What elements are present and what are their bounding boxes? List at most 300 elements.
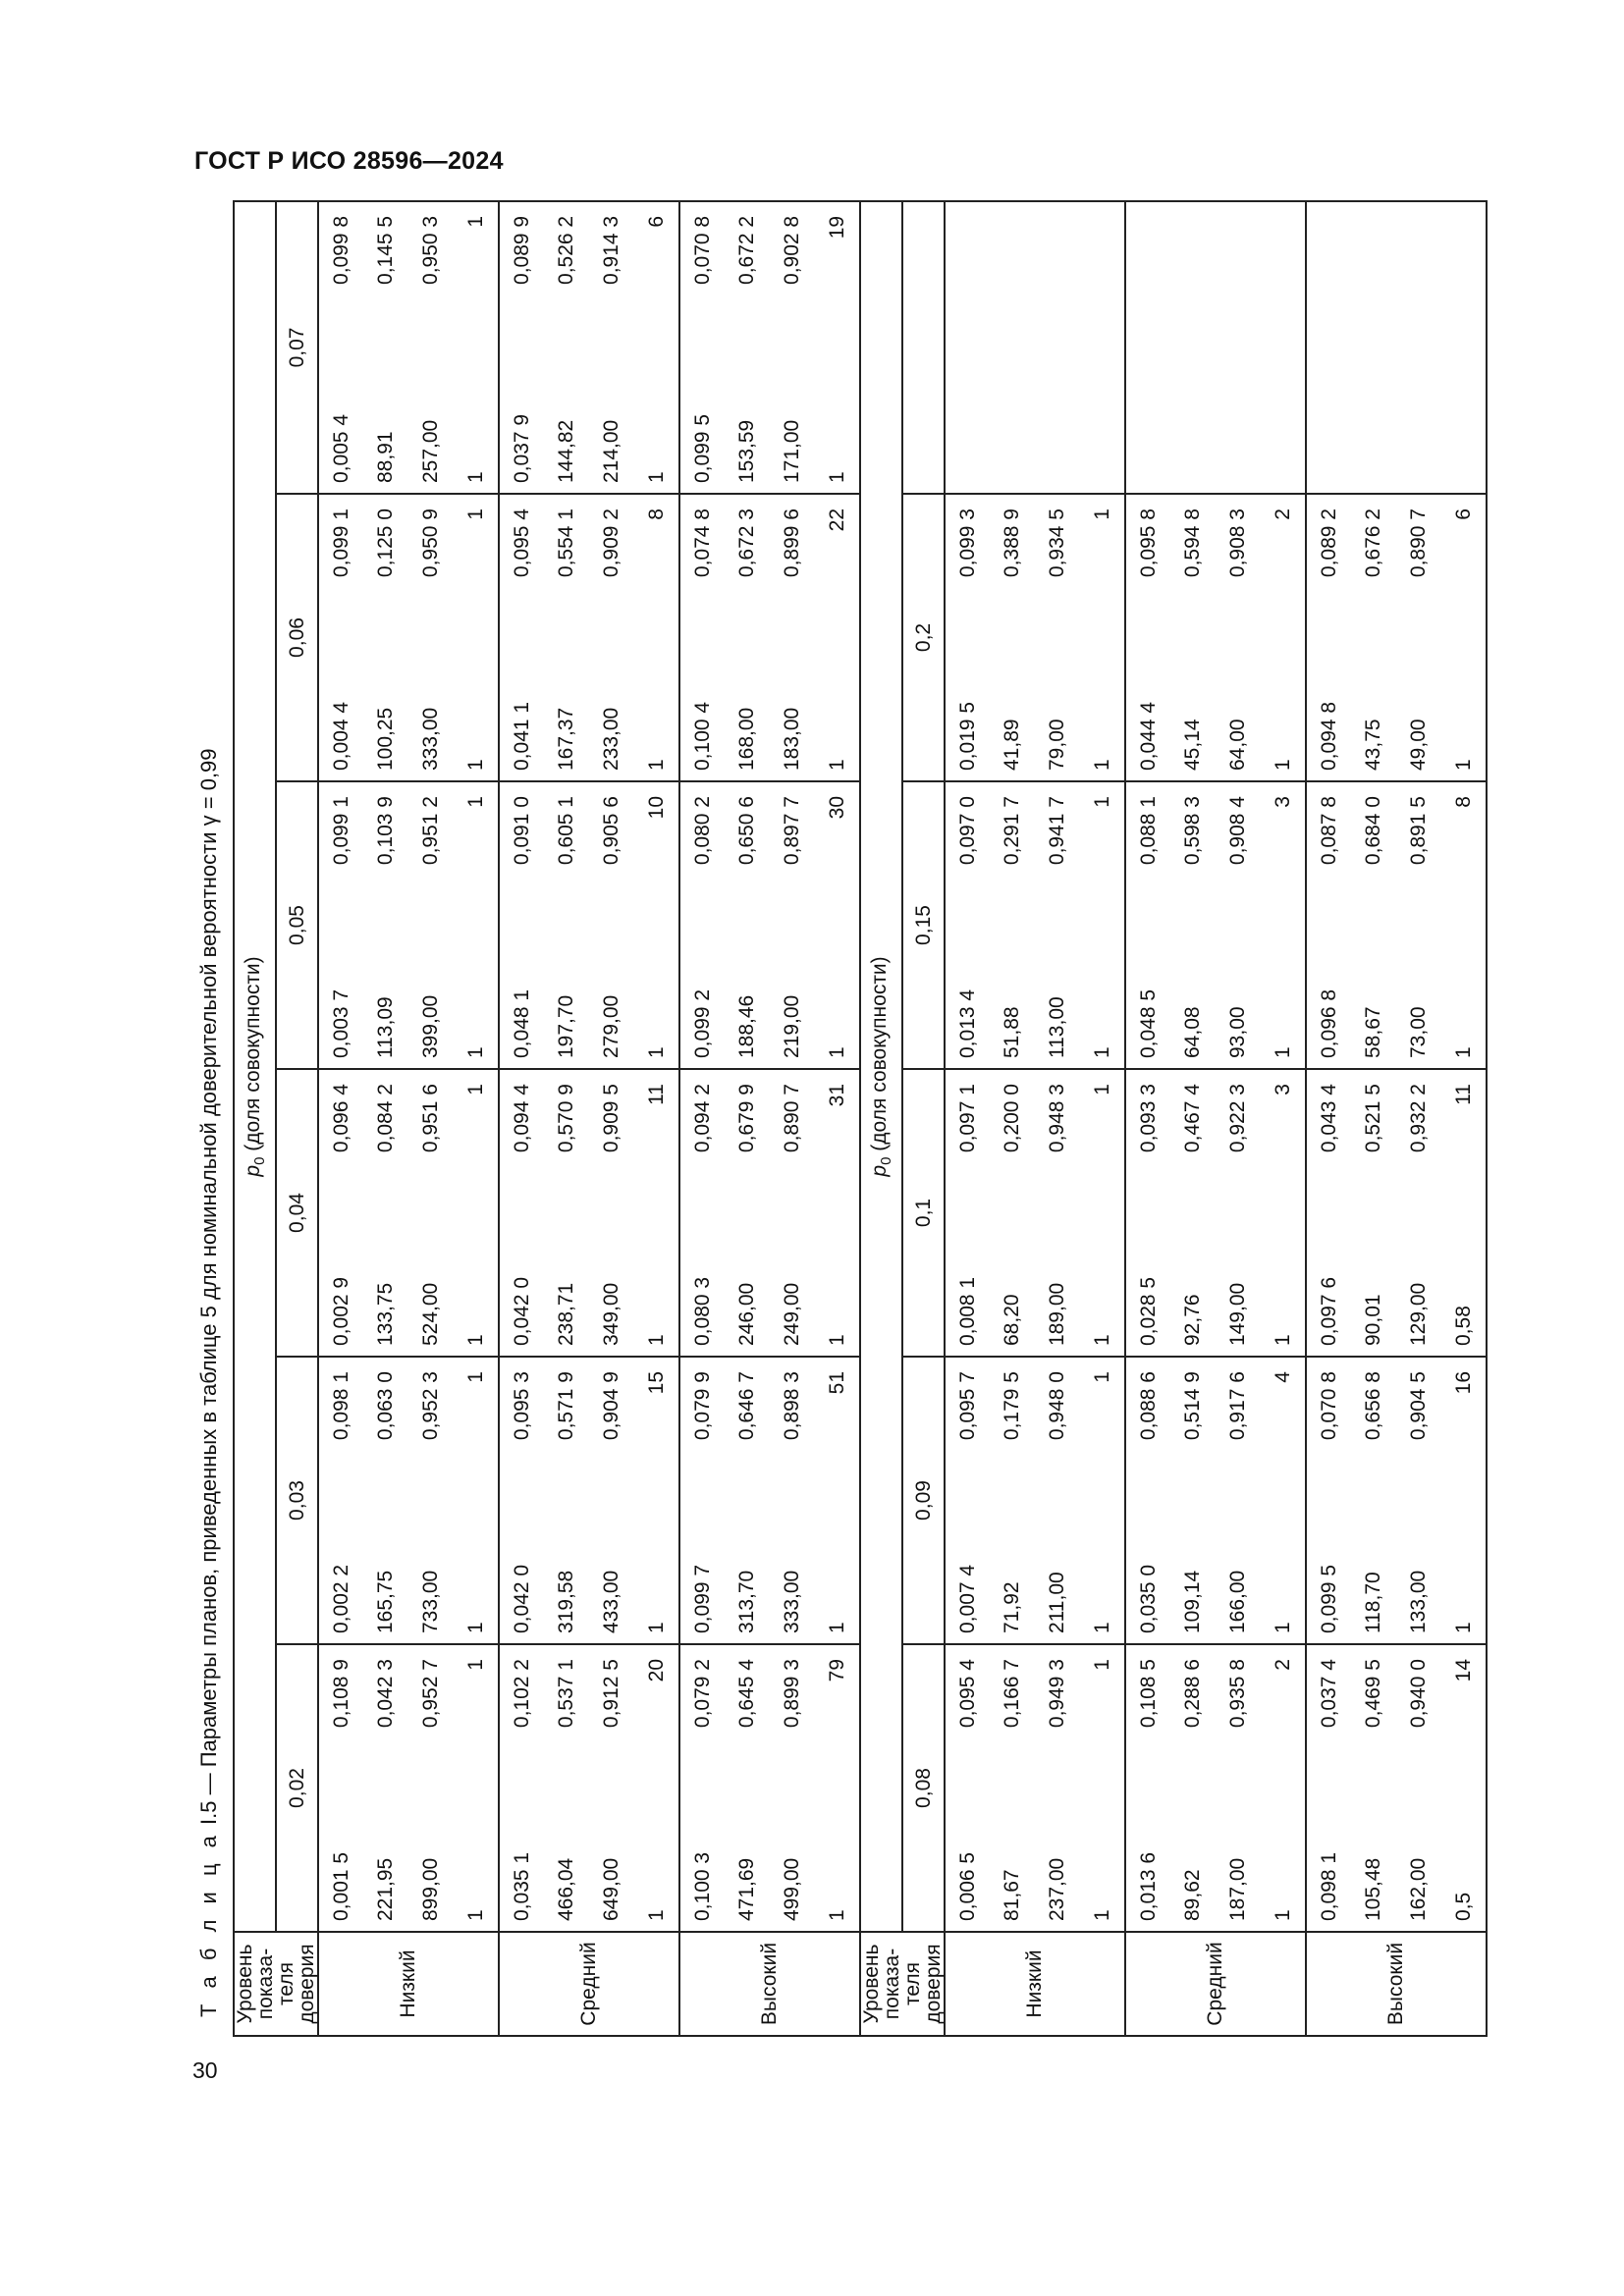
table-cell: 22 [815, 494, 860, 634]
table-cell [1351, 347, 1396, 494]
table-cell: 92,76 [1170, 1209, 1216, 1357]
table-cell: 45,14 [1170, 634, 1216, 781]
table-cell: 64,08 [1170, 922, 1216, 1069]
p0-group-header [860, 201, 902, 1932]
table-cell: 0,070 8 [1306, 1357, 1351, 1497]
table-cell: 81,67 [1001, 1869, 1023, 1921]
table-cell: 0,100 4 [679, 634, 725, 781]
table-cell: 0,098 1 [1306, 1785, 1351, 1932]
p0-symbol: p [867, 1164, 891, 1177]
table-cell: 1 [815, 1497, 860, 1644]
table-cell: 0,100 3 [679, 1785, 725, 1932]
table-cell: 349,00 [589, 1209, 634, 1357]
table-cell: 1 [1080, 1209, 1125, 1357]
table-cell: 0,097 1 [945, 1069, 990, 1209]
table-cell: 0,514 9 [1181, 1371, 1204, 1441]
table-cell: 1 [1080, 494, 1125, 634]
table-cell: 49,00 [1396, 634, 1441, 781]
table-cell: 0,095 7 [945, 1357, 990, 1497]
table-cell: 0,388 9 [1001, 508, 1023, 578]
table-cell: 313,70 [725, 1497, 770, 1644]
table-cell: 0,948 3 [1046, 1084, 1068, 1153]
table-cell: 0,521 5 [1362, 1084, 1384, 1153]
table-cell: 1 [454, 781, 499, 922]
table-cell: 15 [634, 1357, 679, 1497]
table-cell [1080, 201, 1125, 347]
table-cell: 0,097 0 [945, 781, 990, 922]
table-cell: 0,145 5 [363, 201, 408, 347]
confidence-level-label: Высокий [1306, 1932, 1487, 2036]
table-row [634, 201, 679, 2036]
table-cell [1125, 347, 1170, 494]
table-cell [1261, 201, 1306, 347]
table-cell: 0,002 9 [318, 1209, 363, 1357]
table-row [408, 201, 454, 2036]
table-cell: 0,035 1 [499, 1785, 544, 1932]
table-cell: 113,09 [363, 922, 408, 1069]
table-cell: 0,646 7 [735, 1371, 758, 1441]
document-header: ГОСТ Р ИСО 28596—2024 [194, 147, 504, 175]
table-cell: 0,074 8 [679, 494, 725, 634]
table-cell: 0,58 [1441, 1209, 1487, 1357]
table-cell: 1 [454, 347, 499, 494]
header-row-quantity [234, 201, 276, 2036]
table-cell: 1 [634, 1209, 679, 1357]
table-cell: 0,908 4 [1226, 796, 1249, 866]
table-cell: 0,935 8 [1226, 1659, 1249, 1729]
table-cell: 0,108 9 [318, 1644, 363, 1785]
table-cell: 1 [454, 1209, 499, 1357]
confidence-level-label: Средний [1125, 1932, 1306, 2036]
table-row [815, 201, 860, 2036]
p0-subscript: 0 [251, 1156, 269, 1165]
table-cell: 1 [815, 1785, 860, 1932]
table-cell: 171,00 [770, 347, 815, 494]
table-cell: 0,897 7 [781, 796, 803, 866]
table-row [1396, 201, 1441, 2036]
table-cell: 0,096 8 [1306, 922, 1351, 1069]
table-cell: 58,67 [1351, 922, 1396, 1069]
table-cell: 1 [454, 201, 499, 347]
table-row [725, 201, 770, 2036]
table-cell: 0,656 8 [1362, 1371, 1384, 1441]
table-cell: 0,672 2 [725, 201, 770, 347]
table-cell: 733,00 [408, 1497, 454, 1644]
table-cell: 0,088 1 [1125, 781, 1170, 922]
table-cell: 0,099 1 [318, 494, 363, 634]
table-cell: 0,904 5 [1407, 1371, 1430, 1441]
table-cell: 31 [815, 1069, 860, 1209]
table-cell: 0,095 4 [945, 1644, 990, 1785]
table-cell: 0,008 1 [945, 1209, 990, 1357]
table-cell: 0,571 9 [555, 1371, 577, 1441]
table-cell: 466,04 [555, 1857, 577, 1921]
table-cell: 51,88 [990, 922, 1035, 1069]
table-cell: 0,914 3 [589, 201, 634, 347]
table-cell: 0,099 5 [1306, 1497, 1351, 1644]
table-cell: 8 [1441, 781, 1487, 922]
table-cell: 0,932 2 [1407, 1084, 1430, 1153]
table-cell: 0,099 3 [945, 494, 990, 634]
header-row-quantity [860, 201, 902, 2036]
table-row [363, 201, 408, 2036]
table-cell [1170, 201, 1216, 347]
table-cell: 183,00 [770, 634, 815, 781]
table-cell: 188,46 [725, 922, 770, 1069]
table-cell: 1 [454, 494, 499, 634]
table-cell: 0,098 1 [318, 1357, 363, 1497]
table-cell: 0,089 9 [499, 201, 544, 347]
table-cell: 319,58 [544, 1497, 589, 1644]
table-cell: 0,028 5 [1125, 1209, 1170, 1357]
table-body [234, 201, 1487, 2036]
table-cell: 0,902 8 [770, 201, 815, 347]
p0-value: 0,03 [276, 1357, 318, 1644]
p0-subscript: 0 [878, 1156, 895, 1165]
p0-value: 0,07 [276, 201, 318, 494]
table-cell: 0,650 6 [735, 796, 758, 866]
table-cell [990, 347, 1035, 494]
table-cell: 3 [1261, 1069, 1306, 1209]
table-cell [1396, 347, 1441, 494]
table-cell [1216, 347, 1261, 494]
table-cell: 0,166 7 [1001, 1659, 1023, 1729]
table-cell: 0,089 2 [1306, 494, 1351, 634]
table-cell: 1 [454, 1785, 499, 1932]
p0-value: 0,09 [902, 1357, 945, 1644]
table-cell: 1 [1080, 634, 1125, 781]
table-cell: 0,004 4 [318, 634, 363, 781]
table-row [544, 201, 589, 2036]
table-cell: 0,5 [1441, 1785, 1487, 1932]
table-cell: 162,00 [1407, 1857, 1430, 1921]
table-cell [1216, 201, 1261, 347]
table-cell: 0,097 6 [1306, 1209, 1351, 1357]
table-cell: 14 [1441, 1644, 1487, 1785]
table-cell: 2 [1261, 1644, 1306, 1785]
table-cell [1261, 347, 1306, 494]
table-cell: 333,00 [408, 634, 454, 781]
table-cell: 0,094 2 [679, 1069, 725, 1209]
table-cell: 0,898 3 [781, 1371, 803, 1441]
table-cell [1035, 201, 1080, 347]
table-row [945, 201, 990, 2036]
table-cell [1125, 201, 1170, 347]
table-cell: 0,948 0 [1046, 1371, 1068, 1441]
table-cell: 1 [1441, 634, 1487, 781]
table-cell: 249,00 [770, 1209, 815, 1357]
table-cell: 0,096 4 [318, 1069, 363, 1209]
table-row [679, 201, 725, 2036]
row-label-header: Уровень показа-теля доверия [860, 1932, 945, 2036]
table-cell: 0,099 7 [679, 1497, 725, 1644]
table-cell: 0,179 5 [1001, 1371, 1023, 1441]
table-cell: 0,048 1 [499, 922, 544, 1069]
table-cell: 0,091 0 [499, 781, 544, 922]
table-cell: 0,676 2 [1362, 508, 1384, 578]
table-row [1035, 201, 1080, 2036]
table-cell [1080, 347, 1125, 494]
table-cell: 6 [1441, 494, 1487, 634]
table-cell: 237,00 [1046, 1857, 1068, 1921]
table-cell: 0,570 9 [555, 1084, 577, 1153]
table-cell: 0,063 0 [374, 1371, 397, 1441]
table-cell: 0,044 4 [1125, 634, 1170, 781]
table-cell: 166,00 [1216, 1497, 1261, 1644]
table-cell: 0,048 5 [1125, 922, 1170, 1069]
table-row [1170, 201, 1216, 2036]
p0-value: 0,06 [276, 494, 318, 781]
table-row [1125, 201, 1170, 2036]
table-cell: 0,952 7 [419, 1659, 442, 1729]
table-cell: 0,037 9 [499, 347, 544, 494]
table-cell: 1 [1441, 1497, 1487, 1644]
table-cell [990, 201, 1035, 347]
table-cell: 0,537 1 [555, 1659, 577, 1729]
table-cell: 89,62 [1181, 1869, 1204, 1921]
table-cell: 0,912 5 [600, 1659, 623, 1729]
table-cell: 133,75 [363, 1209, 408, 1357]
p0-symbol: p [241, 1164, 264, 1177]
table-cell [1306, 347, 1351, 494]
table-cell: 0,467 4 [1181, 1084, 1204, 1153]
table-cell: 499,00 [781, 1857, 803, 1921]
table-cell: 0,905 6 [600, 796, 623, 866]
table-cell: 0,095 3 [499, 1357, 544, 1497]
table-cell [1306, 201, 1351, 347]
table-cell: 105,48 [1362, 1857, 1384, 1921]
table-cell: 1 [1261, 1209, 1306, 1357]
table-cell: 16 [1441, 1357, 1487, 1497]
table-cell: 168,00 [725, 634, 770, 781]
table-cell: 0,042 0 [499, 1209, 544, 1357]
table-cell: 0,949 3 [1046, 1659, 1068, 1729]
table-cell: 333,00 [770, 1497, 815, 1644]
table-cell: 0,922 3 [1226, 1084, 1249, 1153]
table-cell: 0,007 4 [945, 1497, 990, 1644]
table-cell: 0,594 8 [1181, 508, 1204, 578]
table-cell: 1 [1080, 781, 1125, 922]
parameters-table [233, 200, 1488, 2037]
table-cell: 0,890 7 [781, 1084, 803, 1153]
table-cell: 0,084 2 [374, 1084, 397, 1153]
table-cell: 0,469 5 [1362, 1659, 1384, 1729]
table-cell: 524,00 [408, 1209, 454, 1357]
table-cell: 214,00 [589, 347, 634, 494]
table-cell: 0,917 6 [1226, 1371, 1249, 1441]
table-cell: 0,645 4 [735, 1659, 758, 1729]
table-cell: 0,598 3 [1181, 796, 1204, 866]
table-cell: 1 [1261, 634, 1306, 781]
table-cell: 0,037 4 [1306, 1644, 1351, 1785]
table-cell: 88,91 [363, 347, 408, 494]
table-cell: 0,909 5 [600, 1084, 623, 1153]
table-cell [1441, 347, 1487, 494]
table-cell: 0,042 0 [499, 1497, 544, 1644]
p0-value: 0,08 [902, 1644, 945, 1932]
table-row [1441, 201, 1487, 2036]
table-cell: 0,909 2 [600, 508, 623, 578]
row-label-header: Уровень показа-теля доверия [234, 1932, 318, 2036]
table-cell: 238,71 [544, 1209, 589, 1357]
table-cell: 0,041 1 [499, 634, 544, 781]
table-cell [1170, 347, 1216, 494]
table-cell: 0,684 0 [1362, 796, 1384, 866]
table-cell: 1 [634, 922, 679, 1069]
table-cell: 899,00 [419, 1857, 442, 1921]
table-cell: 73,00 [1396, 922, 1441, 1069]
table-row [1080, 201, 1125, 2036]
table-cell: 197,70 [544, 922, 589, 1069]
table-cell: 79 [815, 1644, 860, 1785]
table-cell: 51 [815, 1357, 860, 1497]
table-cell: 0,526 2 [544, 201, 589, 347]
table-cell: 0,200 0 [1001, 1084, 1023, 1153]
confidence-level-label: Низкий [945, 1932, 1125, 2036]
table-row [1351, 201, 1396, 2036]
table-cell: 1 [1080, 1357, 1125, 1497]
table-cell: 399,00 [408, 922, 454, 1069]
table-cell: 79,00 [1035, 634, 1080, 781]
table-cell: 1 [1441, 922, 1487, 1069]
table-cell: 129,00 [1396, 1209, 1441, 1357]
table-cell: 8 [634, 494, 679, 634]
table-cell [1396, 201, 1441, 347]
table-cell [1351, 201, 1396, 347]
table-cell: 0,103 9 [374, 796, 397, 866]
table-cell: 0,042 3 [374, 1659, 397, 1729]
table-cell: 2 [1261, 494, 1306, 634]
table-cell: 649,00 [600, 1857, 623, 1921]
table-cell: 1 [1261, 922, 1306, 1069]
p0-description: (доля совокупности) [867, 956, 891, 1157]
table-cell: 1 [1080, 922, 1125, 1069]
table-cell: 0,941 7 [1046, 796, 1068, 866]
table-cell: 118,70 [1351, 1497, 1396, 1644]
p0-value: 0,02 [276, 1644, 318, 1932]
table-cell: 0,080 3 [679, 1209, 725, 1357]
table-cell: 20 [634, 1644, 679, 1785]
table-cell: 0,950 3 [408, 201, 454, 347]
table-cell: 3 [1261, 781, 1306, 922]
table-cell: 0,035 0 [1125, 1497, 1170, 1644]
confidence-level-label: Средний [499, 1932, 679, 2036]
table-row [454, 201, 499, 2036]
table-cell: 0,079 2 [679, 1644, 725, 1785]
table-cell: 0,099 5 [679, 347, 725, 494]
table-cell: 0,099 8 [318, 201, 363, 347]
table-cell: 4 [1261, 1357, 1306, 1497]
table-cell: 1 [634, 1497, 679, 1644]
table-row [1306, 201, 1351, 2036]
table-cell: 0,087 8 [1306, 781, 1351, 922]
table-cell: 0,102 2 [499, 1644, 544, 1785]
table-cell: 0,001 5 [318, 1785, 363, 1932]
table-cell: 1 [1261, 1785, 1306, 1932]
table-cell: 233,00 [589, 634, 634, 781]
table-cell: 0,080 2 [679, 781, 725, 922]
table-cell: 187,00 [1226, 1857, 1249, 1921]
table-cell: 0,952 3 [419, 1371, 442, 1441]
table-cell: 0,672 3 [735, 508, 758, 578]
table-caption [196, 748, 222, 2017]
table-cell: 0,099 1 [318, 781, 363, 922]
table-cell: 1 [634, 634, 679, 781]
table-cell: 0,891 5 [1407, 796, 1430, 866]
table-cell: 221,95 [374, 1857, 397, 1921]
table-cell: 68,20 [990, 1209, 1035, 1357]
table-cell [945, 201, 990, 347]
table-cell: 0,005 4 [318, 347, 363, 494]
table-cell: 113,00 [1035, 922, 1080, 1069]
table-cell: 0,554 1 [555, 508, 577, 578]
table-cell: 149,00 [1216, 1209, 1261, 1357]
table-cell: 0,099 2 [679, 922, 725, 1069]
table-cell: 246,00 [725, 1209, 770, 1357]
table-cell: 19 [815, 201, 860, 347]
table-cell: 1 [454, 634, 499, 781]
table-cell: 0,088 6 [1125, 1357, 1170, 1497]
header-row-p0-values [902, 201, 945, 2036]
table-cell: 189,00 [1035, 1209, 1080, 1357]
table-cell: 109,14 [1170, 1497, 1216, 1644]
table-row [990, 201, 1035, 2036]
table-row [318, 201, 363, 2036]
table-cell: 1 [815, 347, 860, 494]
table-cell: 1 [1080, 1497, 1125, 1644]
p0-value: 0,15 [902, 781, 945, 1069]
table-cell: 471,69 [735, 1857, 758, 1921]
table-cell: 1 [1261, 1497, 1306, 1644]
table-cell: 0,904 9 [600, 1371, 623, 1441]
caption-text: I.5 — Параметры планов, приведенных в таблице 5 для номинальной доверительной вероятности γ = 0,99 [196, 748, 221, 1825]
table-cell: 1 [634, 1785, 679, 1932]
table-cell: 167,37 [544, 634, 589, 781]
table-cell: 0,094 4 [499, 1069, 544, 1209]
table-cell: 0,095 4 [499, 494, 544, 634]
table-cell: 1 [454, 1069, 499, 1209]
table-cell: 0,679 9 [735, 1084, 758, 1153]
confidence-level-label: Низкий [318, 1932, 499, 2036]
header-row-p0-values [276, 201, 318, 2036]
table-cell: 133,00 [1396, 1497, 1441, 1644]
table-cell: 165,75 [363, 1497, 408, 1644]
table-row [589, 201, 634, 2036]
table-row [770, 201, 815, 2036]
table-cell: 1 [815, 634, 860, 781]
table-cell: 0,899 6 [781, 508, 803, 578]
table-cell: 144,82 [544, 347, 589, 494]
table-row [1261, 201, 1306, 2036]
table-cell: 0,934 5 [1046, 508, 1068, 578]
table-cell: 0,288 6 [1181, 1659, 1204, 1729]
table-cell: 6 [634, 201, 679, 347]
page-number: 30 [192, 2057, 218, 2083]
table-cell: 1 [454, 1644, 499, 1785]
table-cell: 1 [1080, 1644, 1125, 1785]
table-cell: 71,92 [990, 1497, 1035, 1644]
table-cell: 0,002 2 [318, 1497, 363, 1644]
p0-value [902, 201, 945, 494]
p0-value: 0,05 [276, 781, 318, 1069]
table-row [1216, 201, 1261, 2036]
table-cell: 279,00 [589, 922, 634, 1069]
table-cell: 0,125 0 [374, 508, 397, 578]
table-cell: 211,00 [1035, 1497, 1080, 1644]
table-cell: 1 [1080, 1069, 1125, 1209]
table-cell: 0,108 5 [1125, 1644, 1170, 1785]
table-cell: 257,00 [408, 347, 454, 494]
